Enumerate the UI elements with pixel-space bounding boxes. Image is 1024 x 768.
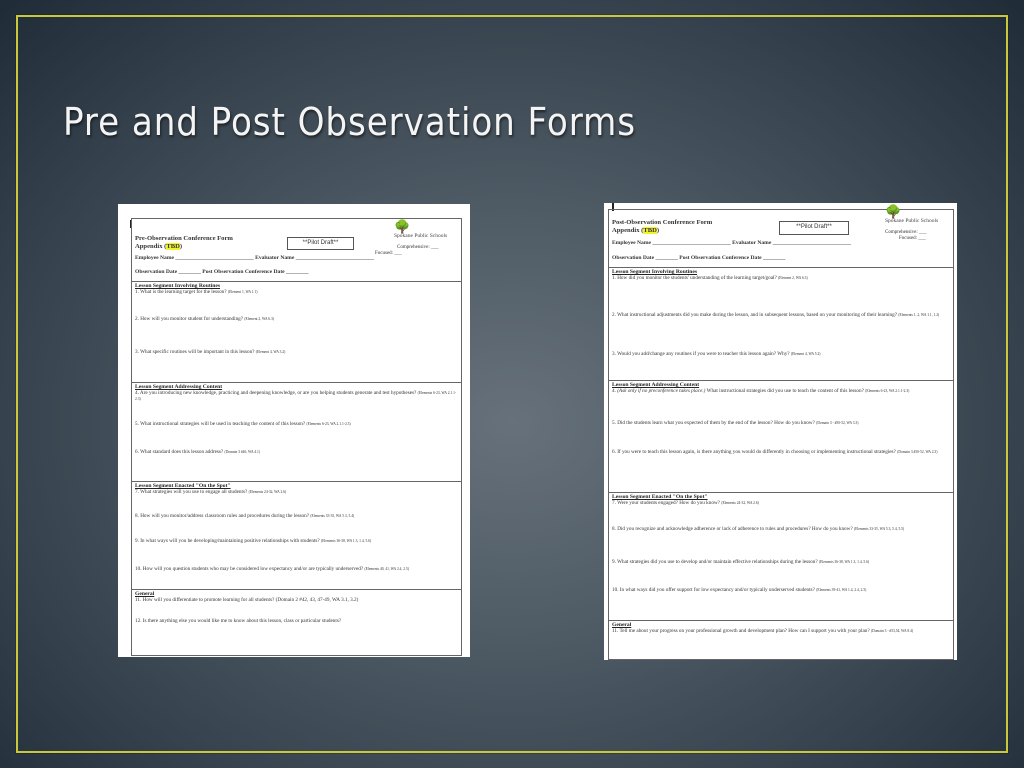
pre-section-general [132,590,461,656]
question-text: 2. What instructional adjustments did you make during the lesson, and in subsequent lessons, based on your monitoring of their learning? [612,312,898,318]
question-ref: (Elements 6-23, WA 2.1.1-2.3) [135,391,457,401]
focused-label: Focused: ___ [375,251,402,256]
slide-title: Pre and Post Observation Forms [63,100,636,144]
question-text: 12. Is there anything else you would like me to know about this lesson, class or particular students? [135,618,342,624]
question-ref: (Element 2, WA 6.3) [778,276,808,280]
question-ref: (Domain 3 - #53,54, WA 8.4) [870,629,914,633]
section-heading: Lesson Segment Involving Routines [135,283,221,289]
question-text: 11. How will you differentiate to promote learning for all students? (Domain 2 #42, 43, 47-49, WA 3.1, 3.2) [135,597,359,603]
section-heading: Lesson Segment Addressing Content [135,384,223,390]
question-ref: (Element 4, WA 5.2) [790,352,821,356]
question-text: 1. How did you monitor the students' understanding of the learning target/goal? [612,275,777,281]
question-ref: (Element 4, WA 3.2) [255,350,286,354]
section-heading: Lesson Segment Enacted "On the Spot" [612,494,708,500]
question-8 [132,513,461,519]
appendix-label: Appendix ( [135,243,167,250]
section-heading: Lesson Segment Addressing Content [612,382,700,388]
pre-observation-form-image [118,204,470,657]
logo-name: Spokane Public Schools [885,218,939,224]
pilot-draft-badge: **Pilot Draft** [287,237,354,250]
question-2 [132,316,461,322]
question-3 [132,349,461,355]
question-text: 2. How will you monitor student for understanding? [135,316,244,322]
pre-form-appendix [135,243,233,251]
question-text: 4. Are you introducing new knowledge, practicing and deepening knowledge, or are you helping students generate and test hypotheses? [135,390,417,396]
question-4 [132,390,461,402]
question-ref: (Elements 24-32, WA 2.6) [721,501,759,505]
section-heading: General [135,591,155,597]
appendix-close: ) [656,227,660,234]
question-text: 1. What is the learning target for the lesson? [135,289,227,295]
question-ref: (Elements 1, 2, WA 1.1, 1.2) [898,313,940,317]
question-7 [609,500,953,506]
post-form-title [612,219,712,235]
post-form-appendix [612,227,712,235]
appendix-label: Appendix ( [612,227,644,234]
question-3 [609,351,953,357]
question-ref: (Elements 24-32, WA 2.6) [248,490,287,494]
question-ref: (Elements 6-23, WA 2.1.1-2.3) [306,422,351,426]
question-12 [132,618,461,624]
section-heading: Lesson Segment Enacted "On the Spot" [135,483,231,489]
question-10 [609,587,953,593]
question-text: 5. What instructional strategies will be used in teaching the content of this lesson? [135,421,306,427]
post-section-content [609,381,953,493]
question-text: 6. What standard does this lesson address? [135,449,224,455]
logo-name: Spokane Public Schools [394,233,448,239]
question-ref: (Elements 39-41, WA 1.4, 2.4, 2.5) [816,588,867,592]
question-6 [609,449,953,455]
pre-form-header [132,219,461,282]
pre-form-body [131,218,462,656]
question-text: 11. Tell me about your progress on your professional growth and development plan? How can I support you with your plan? [612,628,870,634]
question-8 [609,526,953,532]
question-ref: (Domain 3 #50-52, WA 2.3) [897,450,938,454]
question-5 [609,420,953,426]
spokane-logo [885,206,953,224]
pre-section-content [132,383,461,482]
question-text: 4. [612,388,618,394]
pre-form-title [135,235,233,251]
observation-date-line: Observation Date ________ Post Observation Conference Date ________ [135,269,309,275]
question-ref: (Elements 40, 41, WA 2.4, 2.5) [364,567,409,571]
question-ref: (Elements 36-38, WA 1.3, 1.4, 5.6) [818,560,870,564]
post-form-title-text: Post-Observation Conference Form [612,219,713,226]
question-5 [132,421,461,427]
question-text: 10. In what ways did you offer support for low expectancy and/or typically underserved students? [612,587,815,593]
question-4 [609,388,953,394]
spokane-logo [394,221,461,239]
question-text: 5. Did the students learn what you expected of them by the end of the lesson? How do you know? [612,420,815,426]
pre-section-routines [132,282,461,383]
post-form-body [608,204,954,660]
post-section-general [609,621,953,660]
question-11 [132,597,461,603]
post-section-routines [609,268,953,381]
question-text: 3. Would you add/change any routines if you were to teacher this lesson again? Why? [612,351,790,357]
employee-evaluator-line: Employee Name ____________________________ Evaluator Name ____________________________ [135,255,375,261]
appendix-tbd-highlight: TBD [643,227,657,234]
tree-logo-icon: 🌳 [394,219,411,234]
tree-logo-icon: 🌳 [885,204,902,219]
question-9 [132,538,461,544]
question-ref: (Elements 33-35, WA 5.3, 5.4) [310,514,355,518]
question-ref: (Domain 3 #46, WA 4.1) [224,450,260,454]
question-text: 8. Did you recognize and acknowledge adherence or lack of adherence to rules and procedures? How do you know? [612,526,853,532]
question-ref: (Domain 3 - #50-52, WA 3.3) [816,421,859,425]
observation-date-line: Observation Date ________ Post Observation Conference Date ________ [612,255,786,261]
question-1 [609,275,953,281]
appendix-close: ) [179,243,183,250]
question-text: 9. What strategies did you use to develop and/or maintain effective relationships during the lesson? [612,559,818,565]
post-section-on-the-spot [609,493,953,621]
question-11 [609,628,953,634]
appendix-tbd-highlight: TBD [166,243,180,250]
question-1 [132,289,461,295]
question-ref: (Element 1, WA 1.1) [227,290,258,294]
question-text: 3. What specific routines will be important in this lesson? [135,349,255,355]
question-ref: (Elements 33-35, WA 5.3, 5.4, 5.5) [854,527,905,531]
question-ref: (Elements 36-38, WA 1.3, 1.4, 5.6) [321,539,372,543]
question-text: 7. Were your students engaged? How do you know? [612,500,720,506]
post-form-header [609,204,953,268]
question-ref: (Element 2, WA 6.3) [244,317,274,321]
question-italic-note: (Ask only if no preconference takes place.) [617,388,706,394]
comprehensive-label: Comprehensive: ___ [397,245,439,250]
question-text: 9. In what ways will you be developing/maintaining positive relationships with students? [135,538,320,544]
question-text: What instructional strategies did you use to teach the content of this lesson? [705,388,864,394]
pre-section-on-the-spot [132,482,461,590]
question-6 [132,449,461,455]
question-text: 6. If you were to teach this lesson again, is there anything you would do differently in choosing or implementing instructional strategies? [612,449,896,455]
pre-form-title-text: Pre-Observation Conference Form [135,235,233,242]
pilot-draft-badge: **Pilot Draft** [779,221,849,235]
question-text: 10. How will you question students who may be considered low expectancy and/or are typically underserved? [135,566,364,572]
question-text: 7. What strategies will you use to engage all students? [135,489,248,495]
question-ref: (Elements 6-23, WA 2.1.1-2.3) [865,389,910,393]
section-heading: General [612,622,632,628]
focused-label: Focused: ___ [899,236,926,241]
question-10 [132,566,461,572]
question-2 [609,312,953,318]
comprehensive-label: Comprehensive: ___ [885,230,927,235]
employee-evaluator-line: Employee Name ____________________________ Evaluator Name ____________________________ [612,240,852,246]
question-7 [132,489,461,495]
question-text: 8. How will you monitor/address classroom rules and procedures during the lesson? [135,513,310,519]
section-heading: Lesson Segment Involving Routines [612,269,698,275]
post-observation-form-image [604,203,957,660]
question-9 [609,559,953,565]
